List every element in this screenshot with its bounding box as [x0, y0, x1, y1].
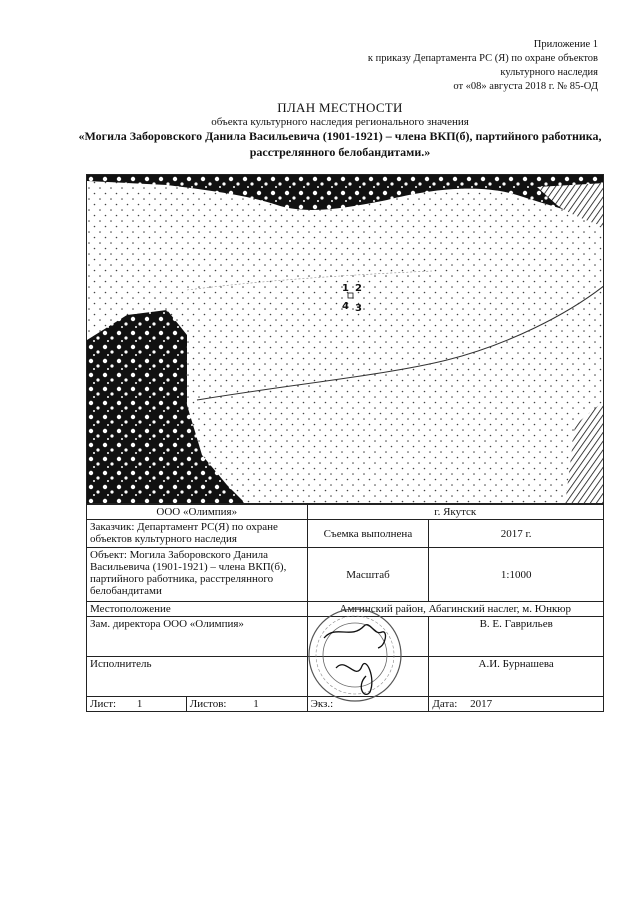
- appendix-line-1: Приложение 1: [533, 39, 598, 50]
- point-label-4: 4: [342, 301, 349, 312]
- page-title: ПЛАН МЕСТНОСТИ: [277, 100, 403, 115]
- sheets-label: Листов:: [189, 698, 227, 710]
- executor-label-cell: Исполнитель: [87, 657, 308, 697]
- scale-value-cell: 1:1000: [429, 548, 604, 602]
- date-cell: [429, 697, 604, 712]
- location-value-cell: Амгинский район, Абагинский наслег, м. Юнкюр: [307, 602, 603, 617]
- sheets-cell: [186, 697, 307, 712]
- survey-year-cell: 2017 г.: [429, 520, 604, 548]
- map-drawing: [87, 175, 604, 504]
- date-value: 2017: [470, 698, 493, 710]
- client-cell: Заказчик: Департамент РС(Я) по охране объектов культурного наследия: [87, 520, 308, 548]
- sheets-value: 1: [253, 698, 259, 710]
- deputy-label-cell: Зам. директора ООО «Олимпия»: [87, 617, 308, 657]
- deputy-name-cell: В. Е. Гаврильев: [429, 617, 604, 657]
- appendix-line-2: к приказу Департамента РС (Я) по охране объектов: [367, 53, 598, 64]
- survey-label-cell: Съемка выполнена: [307, 520, 429, 548]
- executor-signature-cell: [307, 657, 429, 697]
- appendix-line-4: от «08» августа 2018 г. № 85-ОД: [453, 81, 598, 92]
- executor-name-cell: А.И. Бурнашева: [429, 657, 604, 697]
- page-subtitle: объекта культурного наследия регионального значения: [211, 116, 469, 128]
- date-label: Дата:: [432, 698, 458, 710]
- sheet-value: 1: [136, 698, 143, 710]
- copy-cell: [307, 697, 429, 712]
- appendix-line-3: культурного наследия: [500, 67, 598, 78]
- scale-label-cell: Масштаб: [307, 548, 429, 602]
- company-cell: ООО «Олимпия»: [87, 505, 308, 520]
- copy-label: Экз.:: [310, 698, 334, 710]
- city-cell: г. Якутск: [307, 505, 603, 520]
- object-name: «Могила Заборовского Данила Васильевича (1901-1921) – члена ВКП(б), партийного работника, расстрелянного белобандитами.»: [78, 129, 602, 159]
- sheet-label: Лист:: [90, 698, 117, 710]
- sheet-cell: [87, 697, 187, 712]
- location-label-cell: Местоположение: [87, 602, 308, 617]
- site-plan-map: [86, 174, 604, 504]
- deputy-signature-cell: [307, 617, 429, 657]
- title-block: [86, 504, 604, 712]
- appendix-note: [298, 38, 598, 94]
- point-label-3: 3: [355, 303, 362, 314]
- object-cell: Объект: Могила Заборовского Данила Васильевича (1901-1921) – члена ВКП(б), партийного работника, расстрелянного белобандитами: [87, 548, 308, 602]
- point-label-2: 2: [355, 283, 362, 294]
- point-label-1: 1: [342, 283, 349, 294]
